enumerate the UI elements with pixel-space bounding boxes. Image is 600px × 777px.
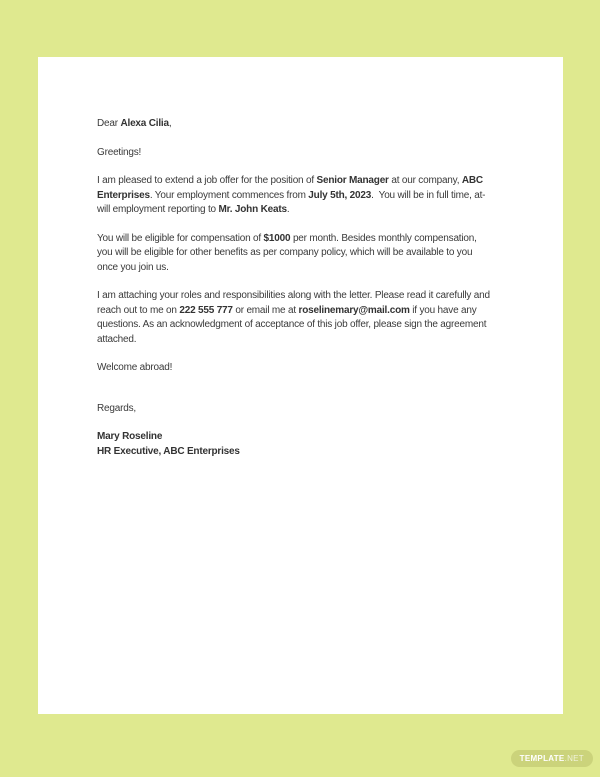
letter-line — [97, 318, 513, 333]
letter-line — [97, 203, 513, 218]
letter-line — [97, 430, 513, 445]
letter-text-bold: Senior Manager — [316, 175, 389, 186]
letter-line — [97, 117, 513, 132]
letter-line — [97, 232, 513, 247]
letter-text: Welcome abroad! — [97, 362, 173, 373]
watermark-brand: TEMPLATE — [519, 754, 565, 763]
letter-line — [97, 174, 513, 189]
letter-text: per month. Besides monthly compensation, — [290, 232, 477, 244]
letter-line — [97, 402, 513, 417]
letter-line — [97, 146, 513, 161]
letter-text: attached. — [97, 333, 137, 345]
letter-text: You will be eligible for compensation of — [97, 232, 264, 244]
watermark-suffix: .NET — [564, 754, 584, 763]
letter-line — [97, 289, 513, 304]
letter-text: Dear — [97, 118, 121, 129]
letter-text: , — [168, 118, 172, 129]
letter-line — [97, 445, 513, 460]
template-net-watermark — [511, 750, 593, 767]
letter-text-bold: Mr. John Keats — [218, 204, 287, 215]
letter-text-bold: 222 555 777 — [179, 304, 233, 316]
paragraph-greeting — [97, 146, 513, 161]
paragraph-regards — [97, 402, 513, 417]
paragraph-welcome — [97, 361, 513, 376]
paragraph-salutation — [97, 117, 513, 132]
letter-text-bold: roselinemary@mail.com — [298, 304, 410, 316]
letter-text: questions. As an acknowledgment of acceptance of this job offer, please sign the agreement — [97, 319, 487, 330]
letter-page — [38, 57, 563, 714]
letter-text: Greetings! — [97, 146, 142, 158]
letter-text: I am pleased to extend a job offer for the position of — [97, 175, 317, 186]
letter-text-bold: July 5th, 2023 — [308, 189, 372, 201]
letter-line — [97, 261, 513, 276]
letter-line — [97, 304, 513, 319]
letter-text: . — [286, 204, 290, 215]
letter-line — [97, 189, 513, 204]
letter-body — [97, 117, 513, 459]
letter-text-bold: Enterprises — [97, 189, 150, 201]
letter-text-bold: $1000 — [263, 232, 291, 244]
paragraph-attachments — [97, 289, 513, 347]
letter-text-bold: ABC — [461, 175, 483, 186]
paragraph-signature — [97, 430, 513, 459]
letter-line — [97, 246, 513, 261]
letter-text: at our company, — [388, 175, 462, 186]
letter-text: or email me at — [232, 304, 299, 316]
letter-text: will employment reporting to — [97, 204, 219, 215]
letter-text: . You will be in full time, at- — [371, 189, 486, 201]
letter-line — [97, 333, 513, 348]
letter-text: reach out to me on — [97, 304, 180, 316]
letter-text-bold: Mary Roseline — [97, 431, 163, 442]
letter-text: you will be eligible for other benefits as per company policy, which will be available to you — [97, 247, 473, 258]
letter-line — [97, 361, 513, 376]
letter-text-bold: Alexa Cilia — [120, 118, 169, 129]
letter-text: I am attaching your roles and responsibilities along with the letter. Please read it carefully and — [97, 290, 490, 301]
paragraph-compensation — [97, 232, 513, 276]
letter-text: Regards, — [97, 402, 136, 414]
letter-text: if you have any — [409, 304, 477, 316]
paragraph-offer — [97, 174, 513, 218]
letter-text-bold: HR Executive, ABC Enterprises — [97, 445, 240, 457]
letter-text: . Your employment commences from — [149, 189, 309, 201]
letter-text: once you join us. — [97, 261, 169, 273]
